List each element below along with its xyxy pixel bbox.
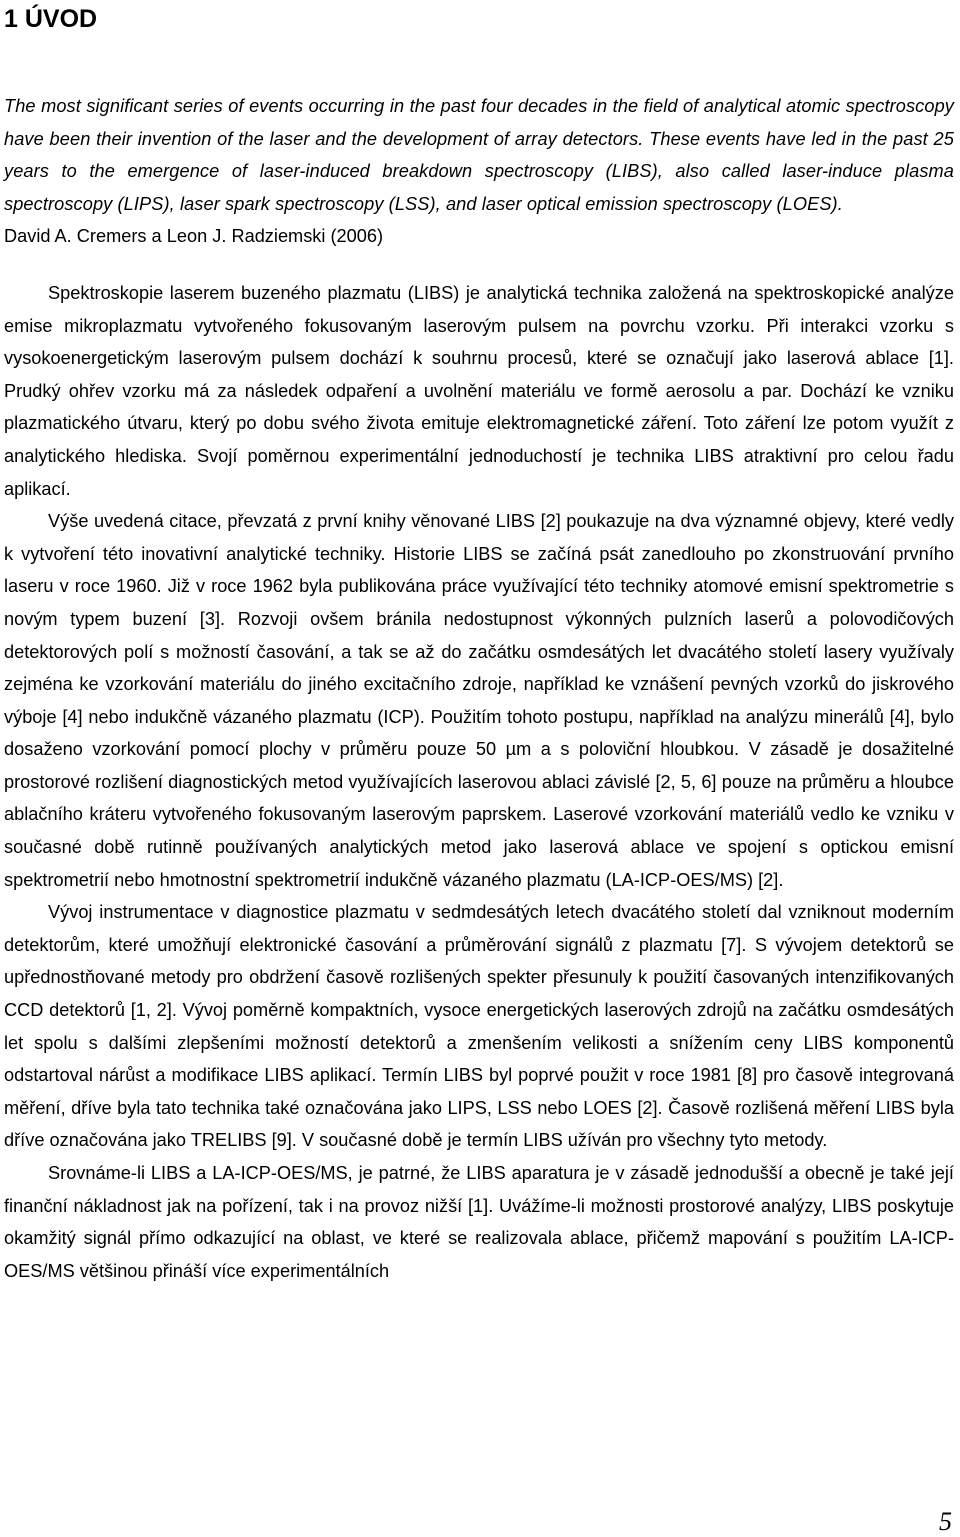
- body-paragraph-4: Srovnáme-li LIBS a LA-ICP-OES/MS, je patrné, že LIBS aparatura je v zásadě jednodušší a obecně je také její finanční nákladnost jak na pořízení, tak i na provoz nižší [1]. Uvážíme-li možnosti prostorové analýzy, LIBS poskytuje okamžitý signál přímo odkazující na oblast, ve které se realizovala ablace, přičemž mapování s použitím LA-ICP-OES/MS většinou přináší více experimentálních: [4, 1163, 954, 1281]
- page-number: 5: [939, 1507, 952, 1536]
- body-paragraph-1: Spektroskopie laserem buzeného plazmatu (LIBS) je analytická technika založená na spektroskopické analýze emise mikroplazmatu vytvořeného fokusovaným laserovým pulsem na povrchu vzorku. Při interakci vzorku s vysokoenergetickým laserovým pulsem dochází k souhrnu procesů, které se označují jako laserová ablace [1]. Prudký ohřev vzorku má za následek odpaření a uvolnění materiálu ve formě aerosolu a par. Dochází ke vzniku plazmatického útvaru, který po dobu svého života emituje elektromagnetické záření. Toto záření lze potom využít z analytického hlediska. Svojí poměrnou experimentální jednoduchostí je technika LIBS atraktivní pro celou řadu aplikací.: [4, 282, 954, 499]
- paragraph-gap: [4, 253, 954, 277]
- page-content: [4, 90, 954, 1287]
- section-heading: 1 ÚVOD: [4, 5, 98, 33]
- english-quote: The most significant series of events occurring in the past four decades in the field of analytical atomic spectroscopy have been their invention of the laser and the development of array detectors. These events have led in the past 25 years to the emergence of laser-induced breakdown spectroscopy (LIBS), also called laser-induce plasma spectroscopy (LIPS), laser spark spectroscopy (LSS), and laser optical emission spectroscopy (LOES).: [4, 96, 954, 214]
- body-paragraph-3: Vývoj instrumentace v diagnostice plazmatu v sedmdesátých letech dvacátého století dal vzniknout moderním detektorům, které umožňují elektronické časování a průměrování signálů z plazmatu [7]. S vývojem detektorů se upřednostňované metody pro obdržení časově rozlišených spekter přesunuly k použití časovaných intenzifikovaných CCD detektorů [1, 2]. Vývoj poměrně kompaktních, vysoce energetických laserových zdrojů na začátku osmdesátých let spolu s dalšími zlepšeními možností detektorů a zmenšením velikosti a snížením ceny LIBS komponentů odstartoval nárůst a modifikace LIBS aplikací. Termín LIBS byl poprvé použit v roce 1981 [8] pro časově integrovaná měření, dříve byla tato technika také označována jako LIPS, LSS nebo LOES [2]. Časově rozlišená měření LIBS byla dříve označována jako TRELIBS [9]. V současné době je termín LIBS užíván pro všechny tyto metody.: [4, 902, 954, 1151]
- body-paragraph-2: Výše uvedená citace, převzatá z první knihy věnované LIBS [2] poukazuje na dva významné objevy, které vedly k vytvoření této inovativní analytické techniky. Historie LIBS se začíná psát zanedlouho po zkonstruování prvního laseru v roce 1960. Již v roce 1962 byla publikována práce využívající této techniky atomové emisní spektrometrie s novým typem buzení [3]. Rozvoji ovšem bránila nedostupnost výkonných pulzních laserů a polovodičových detektorových polí s možností časování, a tak se až do začátku osmdesátých let dvacátého století lasery využívaly zejména ke vzorkování materiálu do jiného excitačního zdroje, například ke vznášení pevných vzorků do jiskrového výboje [4] nebo indukčně vázaného plazmatu (ICP). Použitím tohoto postupu, například na analýzu minerálů [4], bylo dosaženo vzorkování pomocí plochy v průměru pouze 50 µm a s poloviční hloubkou. V zásadě je dosažitelné prostorové rozlišení diagnostických metod využívajících laserovou ablaci závislé [2, 5, 6] pouze na průměru a hloubce ablačního kráteru vytvořeného fokusovaným laserovým paprskem. Laserové vzorkování materiálů vedlo ke vzniku v současné době rutinně používaných analytických metod jako laserová ablace ve spojení s optickou emisní spektrometrií nebo hmotnostní spektrometrií indukčně vázaného plazmatu (LA-ICP-OES/MS) [2].: [4, 511, 954, 890]
- quote-citation: David A. Cremers a Leon J. Radziemski (2006): [4, 226, 384, 247]
